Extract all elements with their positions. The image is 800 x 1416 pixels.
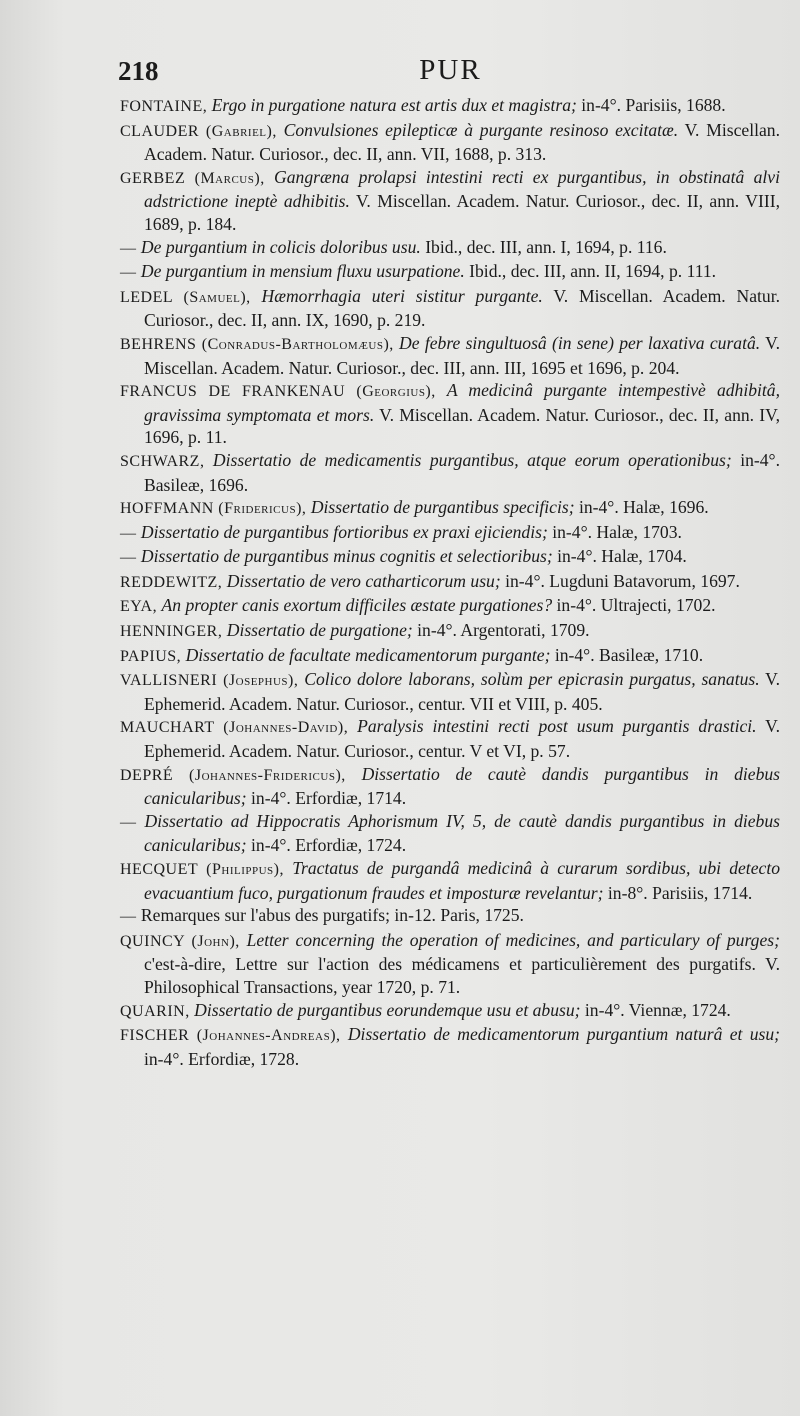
entry-author: LEDEL (Samuel), [120, 288, 251, 306]
bibliography-entry [120, 94, 780, 119]
entry-author: CLAUDER (Gabriel), [120, 122, 277, 140]
bibliography-entry [120, 545, 780, 570]
entry-author: SCHWARZ, [120, 452, 205, 470]
entry-author: — [120, 239, 137, 257]
entry-imprint: in-4°. Erfordiæ, 1714. [251, 788, 407, 809]
entry-imprint: in-4°. Halæ, 1696. [578, 497, 709, 518]
entry-title: Dissertatio de purgantibus specificis; [310, 497, 575, 518]
entry-title: Dissertatio de purgantibus eorundemque usu et abusu; [194, 999, 581, 1020]
bibliography-entry [120, 332, 780, 379]
entry-author: HOFFMANN (Fridericus), [120, 500, 307, 518]
entry-imprint: in-4°. Argentorati, 1709. [417, 620, 590, 641]
entry-imprint: Ibid., dec. III, ann. II, 1694, p. 111. [469, 261, 717, 282]
entry-author: VALLISNERI (Josephus), [120, 672, 299, 690]
entry-author: — [120, 264, 137, 282]
entry-imprint: c'est-à-dire, Lettre sur l'action des médicamens et particulièrement des purgatifs. V. Philosophical Transactions, year 1720, p. 71. [144, 954, 780, 997]
bibliography-entry [120, 521, 780, 546]
entry-title: Ergo in purgatione natura est artis dux et magistra; [211, 95, 577, 115]
entry-title: Dissertatio de facultate medicamentorum purgante; [185, 644, 551, 665]
entry-title: Dissertatio de purgantibus fortioribus ex praxi ejiciendis; [140, 521, 548, 542]
bibliography-entry [120, 644, 780, 669]
entry-imprint: in-4°. Erfordiæ, 1724. [251, 835, 407, 856]
entry-title: Dissertatio de medicamentis purgantibus, atque eorum operationibus; [212, 449, 732, 470]
bibliography-entry [120, 715, 780, 762]
entry-imprint: Remarques sur l'abus des purgatifs; in-12. Paris, 1725. [140, 905, 524, 926]
entry-author: HECQUET (Philippus), [120, 861, 284, 878]
entry-author: GERBEZ (Marcus), [120, 169, 265, 187]
entry-title: Tractatus de purgandâ medicinâ à curarum sordibus, ubi detecto evacuantium fuco, purgationum fraudes et imposturæ revelantur; [144, 858, 780, 903]
entry-author: — [120, 549, 137, 567]
page-header [118, 52, 783, 92]
entry-author: QUINCY (John), [120, 932, 240, 950]
entry-title: Convulsiones epilepticæ à purgante resinoso excitatæ. [283, 119, 679, 140]
bibliography-entry [120, 166, 780, 236]
bibliography-entry [120, 929, 780, 999]
entry-title: Letter concerning the operation of medicines, and particulary of purges; [246, 929, 780, 950]
running-head: PUR [419, 54, 482, 86]
entry-title: Dissertatio de vero catharticorum usu; [226, 570, 501, 591]
bibliography-entry [120, 260, 780, 285]
bibliography-entry [120, 236, 780, 261]
entry-author: QUARIN, [120, 1002, 190, 1020]
entry-title: Dissertatio de purgantibus minus cognitis et selectioribus; [140, 546, 553, 567]
entry-title: De purgantium in mensium fluxu usurpatione. [140, 261, 465, 282]
entry-imprint: V. Miscellan. Academ. Natur. Curiosor., dec. II, ann. VIII, 1689, p. 184. [144, 191, 780, 234]
entry-imprint: in-4°. Erfordiæ, 1728. [144, 1048, 300, 1069]
page-number: 218 [118, 56, 159, 86]
entry-imprint: in-4°. Basileæ, 1696. [144, 449, 780, 495]
entry-imprint: V. Miscellan. Academ. Natur. Curiosor., dec. II, ann. IX, 1690, p. 219. [144, 285, 780, 331]
bibliography-entry [120, 496, 780, 521]
entry-title: An propter canis exortum difficiles æstate purgationes? [161, 595, 553, 616]
entry-author: MAUCHART (Johannes-David), [120, 719, 349, 737]
entry-author: — [120, 908, 137, 926]
bibliography-entry [120, 904, 780, 929]
bibliography-entry [120, 999, 780, 1024]
entry-title: Dissertatio de medicamentorum purgantium naturâ et usu; [347, 1024, 780, 1045]
entry-imprint: in-4°. Viennæ, 1724. [584, 999, 731, 1020]
bibliography-entry [120, 857, 780, 904]
entry-imprint: in-4°. Basileæ, 1710. [554, 644, 704, 665]
entry-author: FISCHER (Johannes-Andreas), [120, 1027, 341, 1045]
bibliography-entry [120, 668, 780, 715]
entry-title: De febre singultuosâ (in sene) per laxativa curatâ. [399, 332, 761, 353]
bibliography-entry [120, 810, 780, 857]
entry-title: Colico dolore laborans, solùm per epicrasin purgatus, sanatus. [304, 669, 760, 690]
entry-author: EYA, [120, 598, 158, 616]
entry-title: Dissertatio de cautè dandis purgantibus in diebus canicularibus; [144, 763, 781, 809]
entry-title: De purgantium in colicis doloribus usu. [140, 236, 421, 257]
entry-imprint: V. Ephemerid. Academ. Natur. Curiosor., centur. VII et VIII, p. 405. [144, 669, 780, 714]
entry-author: FONTAINE, [120, 98, 208, 115]
entry-title: Gangræna prolapsi intestini recti ex purgantibus, in obstinatâ alvi adstrictione ineptè adhibitis. [144, 166, 781, 212]
bibliography-entry [120, 594, 780, 619]
entry-imprint: Ibid., dec. III, ann. I, 1694, p. 116. [425, 236, 667, 257]
bibliography-entry [120, 570, 780, 595]
bibliography-entry [120, 119, 780, 166]
entry-author: REDDEWITZ, [120, 573, 223, 591]
entry-title: Hæmorrhagia uteri sistitur purgante. [261, 285, 543, 306]
entry-imprint: V. Miscellan. Academ. Natur. Curiosor., dec. II, ann. IV, 1696, p. 11. [144, 404, 780, 448]
entry-author: FRANCUS DE FRANKENAU (Georgius), [120, 383, 436, 401]
entry-title: Dissertatio de purgatione; [226, 620, 413, 641]
entry-imprint: V. Miscellan. Academ. Natur. Curiosor., dec. II, ann. VII, 1688, p. 313. [144, 119, 780, 165]
entry-imprint: in-4°. Halæ, 1703. [552, 521, 682, 542]
entry-imprint: V. Miscellan. Academ. Natur. Curiosor., dec. III, ann. III, 1695 et 1696, p. 204. [144, 332, 780, 378]
entry-author: — [120, 813, 137, 831]
entry-imprint: in-4°. Halæ, 1704. [557, 546, 687, 567]
bibliography-entry [120, 449, 780, 496]
entry-author: BEHRENS (Conradus-Bartholomæus), [120, 335, 394, 353]
entry-title: A medicinâ purgante intempestivè adhibitâ, gravissima symptomata et mors. [144, 380, 780, 425]
entry-author: — [120, 524, 137, 542]
bibliography-entry [120, 619, 780, 644]
entry-imprint: in-4°. Lugduni Batavorum, 1697. [505, 570, 740, 591]
entry-imprint: in-4°. Ultrajecti, 1702. [556, 595, 716, 616]
entry-author: PAPIUS, [120, 647, 182, 665]
entry-imprint: V. Ephemerid. Academ. Natur. Curiosor., centur. V et VI, p. 57. [144, 716, 780, 762]
entry-title: Paralysis intestini recti post usum purgantis drastici. [357, 716, 757, 737]
bibliography-list [120, 94, 780, 1070]
entry-author: HENNINGER, [120, 623, 223, 641]
entry-title: Dissertatio ad Hippocratis Aphorismum IV, 5, de cautè dandis purgantibus in diebus canicularibus; [144, 810, 780, 856]
entry-imprint: in-8°. Parisiis, 1714. [607, 882, 753, 903]
entry-author: DEPRÉ (Johannes-Fridericus), [120, 766, 346, 784]
bibliography-entry [120, 285, 780, 332]
bibliography-entry [120, 379, 780, 449]
entry-imprint: in-4°. Parisiis, 1688. [581, 95, 726, 115]
bibliography-entry [120, 763, 780, 810]
bibliography-entry [120, 1023, 780, 1070]
